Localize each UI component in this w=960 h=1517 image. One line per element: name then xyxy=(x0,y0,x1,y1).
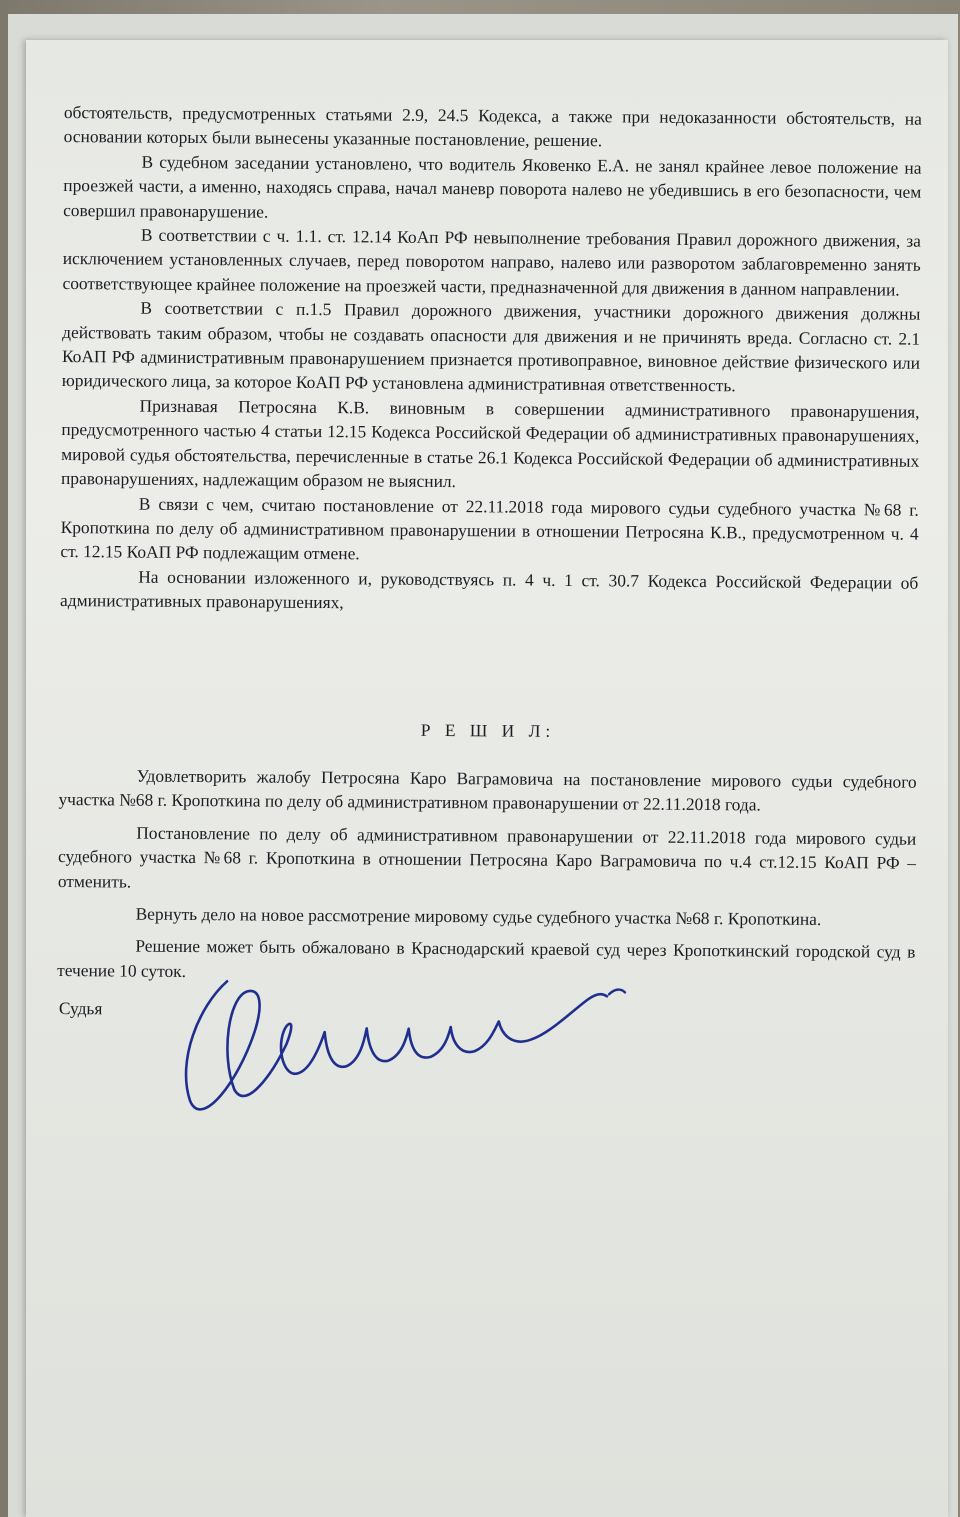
resolution-paragraph-4: Решение может быть обжаловано в Краснодарский краевой суд через Кропоткинский городской суд в течение 10 суток. xyxy=(57,935,916,981)
paragraph-intro-5: Признавая Петросяна К.В. виновным в совершении административного правонарушения, предусмотренного частью 4 статьи 12.15 Кодекса Российской Федерации об административных правонарушениях, мировой судья обстоятельства, перечисленные в статье 26.1 Кодекса Российской Федерации об административных правонарушениях, надлежащим образом не выяснил. xyxy=(60,395,920,492)
judge-label: Судья xyxy=(58,998,103,1019)
paragraph-intro-6: В связи с чем, считаю постановление от 22.11.2018 года мирового судьи судебного участка №68 г. Кропоткина по делу об административном правонарушении в отношении Петросяна К.В., предусмотренном ч. 4 ст. 12.15 КоАП РФ подлежащим отмене. xyxy=(60,493,919,564)
document-text xyxy=(56,100,922,1133)
paragraph-intro-4: В соответствии с п.1.5 Правил дорожного движения, участники дорожного движения должны действовать таким образом, чтобы не создавать опасности для движения и не причинять вреда. Согласно ст. 2.1 КоАП РФ административным правонарушением признается противоправное, виновное действие физического или юридического лица, за которое КоАП РФ установлена административная ответственность. xyxy=(61,297,921,396)
paragraph-intro-2: В судебном заседании установлено, что водитель Яковенко Е.А. не занял крайнее левое положение на проезжей части, а именно, находясь справа, начал маневр поворота налево не убедившись в его безопасности, чем совершил правонарушение. xyxy=(63,151,922,222)
resolution-section xyxy=(57,763,917,989)
paragraph-intro-1: обстоятельств, предусмотренных статьями 2.9, 24.5 Кодекса, а также при недоказанности обстоятельств, на основании которых были вынесены указанные постановление, решение. xyxy=(63,101,922,151)
signature-block xyxy=(56,996,915,1133)
handwritten-signature xyxy=(168,961,639,1135)
paragraph-intro-3: В соответствии с ч. 1.1. ст. 12.14 КоАп РФ невыполнение требования Правил дорожного движения, за исключением установленных случаев, перед поворотом направо, налево или разворотом заблаговременно занять соответствующее крайнее положение на проезжей части, предназначенной для движения в данном направлении. xyxy=(62,224,921,300)
resolution-paragraph-2: Постановление по делу об административном правонарушении от 22.11.2018 года мирового судьи судебного участка №68 г. Кропоткина в отношении Петросяна Каро Ваграмовича по ч.4 ст.12.15 КоАП РФ – отменить. xyxy=(57,822,917,892)
paragraph-intro-7: На основании изложенного и, руководствуясь п. 4 ч. 1 ст. 30.7 Кодекса Российской Федерации об административных правонарушениях, xyxy=(59,566,919,613)
resolution-paragraph-1: Удовлетворить жалобу Петросяна Каро Ваграмовича на постановление мирового судьи судебного участка №68 г. Кропоткина по делу об административном правонарушении от 22.11.2018 года. xyxy=(58,765,917,815)
resolution-paragraph-3: Вернуть дело на новое рассмотрение мировому судье судебного участка №68 г. Кропоткина. xyxy=(135,903,822,929)
resolution-heading: Р Е Ш И Л: xyxy=(420,719,556,741)
